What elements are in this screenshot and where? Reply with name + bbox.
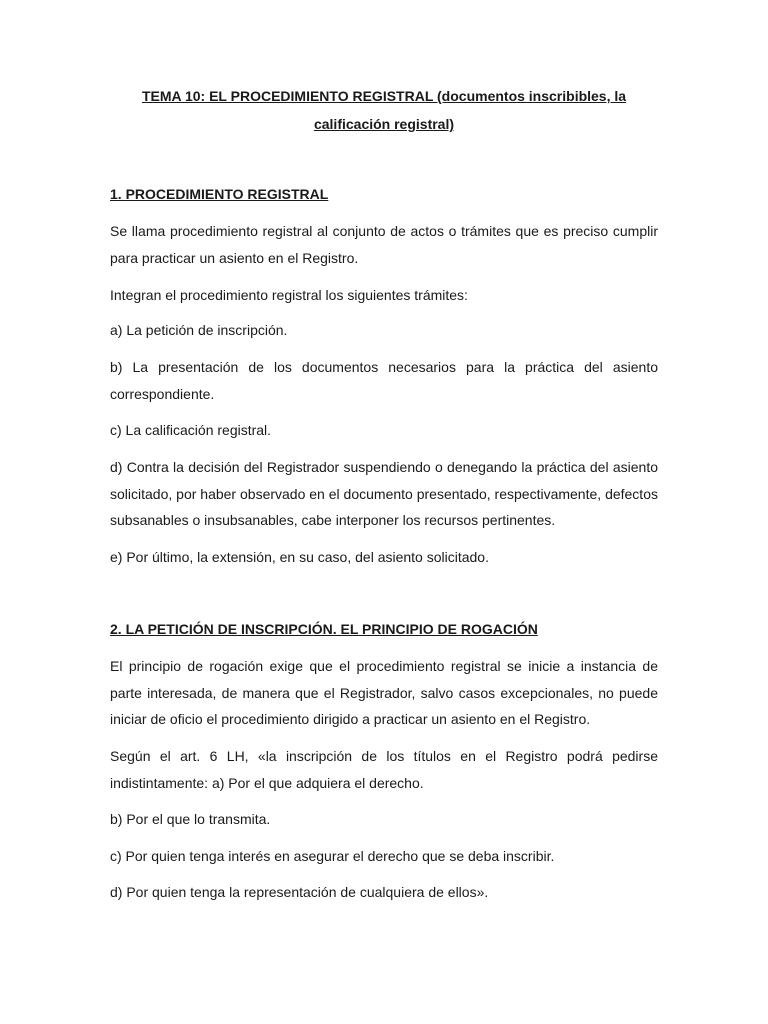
list-item: a) La petición de inscripción.: [110, 322, 288, 338]
list-item: b) Por el que lo transmita.: [110, 811, 271, 827]
list-item: d) Contra la decisión del Registrador suspendiendo o denegando la práctica del asiento solicitado, por haber observado en el documento presentado, respectivamente, defectos subsanables o insubsanables, cabe interponer los recursos pertinentes.: [110, 459, 658, 528]
document-title: TEMA 10: EL PROCEDIMIENTO REGISTRAL (documentos inscribibles, la calificación registral): [141, 88, 627, 132]
paragraph: El principio de rogación exige que el procedimiento registral se inicie a instancia de parte interesada, de manera que el Registrador, salvo casos excepcionales, no puede iniciar de oficio el procedimiento dirigido a practicar un asiento en el Registro.: [110, 658, 658, 727]
paragraph: Según el art. 6 LH, «la inscripción de los títulos en el Registro podrá pedirse indistintamente: a) Por el que adquiera el derecho.: [110, 748, 658, 791]
paragraph: Integran el procedimiento registral los siguientes trámites:: [110, 287, 468, 303]
list-item: d) Por quien tenga la representación de cualquiera de ellos».: [110, 884, 489, 900]
list-item: c) Por quien tenga interés en asegurar el derecho que se deba inscribir.: [110, 848, 555, 864]
list-item: b) La presentación de los documentos necesarios para la práctica del asiento correspondiente.: [110, 359, 658, 402]
section-heading-2: 2. LA PETICIÓN DE INSCRIPCIÓN. EL PRINCIPIO DE ROGACIÓN: [110, 621, 538, 637]
list-item: e) Por último, la extensión, en su caso, del asiento solicitado.: [110, 549, 489, 565]
section-heading-1: 1. PROCEDIMIENTO REGISTRAL: [110, 186, 329, 202]
paragraph: Se llama procedimiento registral al conjunto de actos o trámites que es preciso cumplir para practicar un asiento en el Registro.: [110, 223, 658, 266]
list-item: c) La calificación registral.: [110, 422, 272, 438]
